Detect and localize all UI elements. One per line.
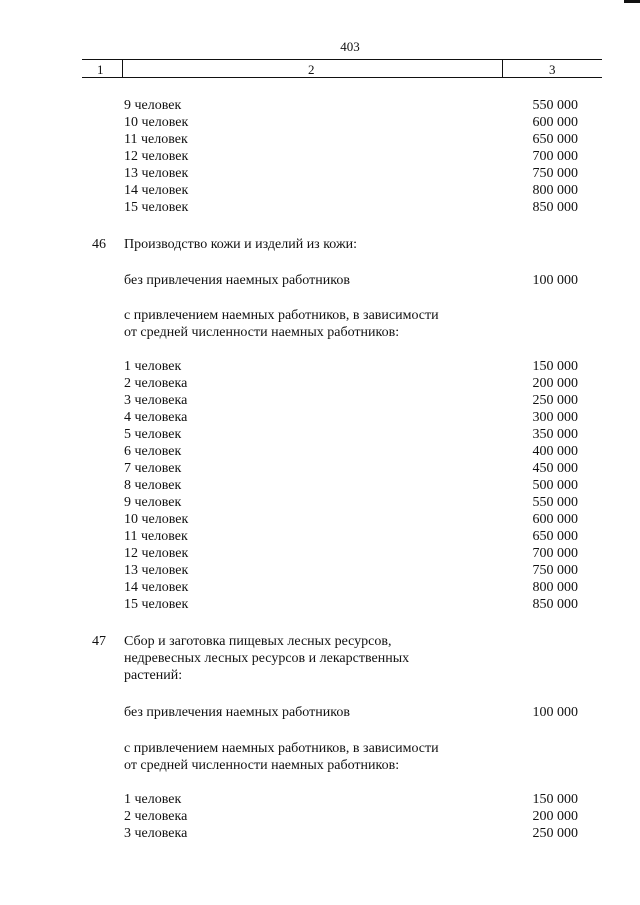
row-value: 550 000 — [532, 98, 578, 113]
row-value: 300 000 — [532, 410, 578, 425]
row-value: 700 000 — [532, 149, 578, 164]
row-label: 14 человек — [124, 580, 189, 595]
section-title: Производство кожи и изделий из кожи: — [124, 237, 358, 252]
row-value: 800 000 — [532, 580, 578, 595]
row-value: 500 000 — [532, 478, 578, 493]
row-label: 9 человек — [124, 495, 182, 510]
row-value: 800 000 — [532, 183, 578, 198]
row-label: 10 человек — [124, 512, 189, 527]
row-label: 5 человек — [124, 427, 182, 442]
header-col-2: 2 — [308, 62, 315, 77]
row-label: 1 человек — [124, 792, 182, 807]
section-title: недревесных лесных ресурсов и лекарственных — [124, 651, 410, 666]
header-col-1: 1 — [97, 62, 104, 77]
row-value: 850 000 — [532, 597, 578, 612]
no-hire-value: 100 000 — [532, 273, 578, 288]
row-label: 2 человека — [124, 809, 188, 824]
row-label: 13 человек — [124, 563, 189, 578]
row-label: 11 человек — [124, 132, 188, 147]
row-value: 250 000 — [532, 393, 578, 408]
row-value: 200 000 — [532, 809, 578, 824]
row-label: 3 человека — [124, 826, 188, 841]
section-title: Сбор и заготовка пищевых лесных ресурсов, — [124, 634, 392, 649]
row-label: 1 человек — [124, 359, 182, 374]
row-value: 650 000 — [532, 132, 578, 147]
section-number: 46 — [92, 237, 106, 252]
no-hire-label: без привлечения наемных работников — [124, 273, 350, 288]
row-label: 2 человека — [124, 376, 188, 391]
row-value: 650 000 — [532, 529, 578, 544]
row-label: 15 человек — [124, 200, 189, 215]
row-label: 9 человек — [124, 98, 182, 113]
row-value: 550 000 — [532, 495, 578, 510]
hire-label: с привлечением наемных работников, в зависимости — [124, 741, 439, 756]
hire-label: с привлечением наемных работников, в зависимости — [124, 308, 439, 323]
row-label: 7 человек — [124, 461, 182, 476]
row-label: 15 человек — [124, 597, 189, 612]
hire-label: от средней численности наемных работников: — [124, 758, 400, 773]
row-value: 250 000 — [532, 826, 578, 841]
row-label: 13 человек — [124, 166, 189, 181]
section-number: 47 — [92, 634, 106, 649]
row-value: 600 000 — [532, 115, 578, 130]
row-label: 14 человек — [124, 183, 189, 198]
header-col-3: 3 — [549, 62, 556, 77]
row-value: 350 000 — [532, 427, 578, 442]
section-title: растений: — [124, 668, 183, 683]
row-value: 700 000 — [532, 546, 578, 561]
row-value: 200 000 — [532, 376, 578, 391]
row-label: 3 человека — [124, 393, 188, 408]
row-label: 4 человека — [124, 410, 188, 425]
row-value: 400 000 — [532, 444, 578, 459]
page-corner-mark — [624, 0, 640, 15]
row-value: 750 000 — [532, 166, 578, 181]
row-value: 600 000 — [532, 512, 578, 527]
no-hire-value: 100 000 — [532, 705, 578, 720]
row-label: 6 человек — [124, 444, 182, 459]
row-label: 12 человек — [124, 546, 189, 561]
row-value: 450 000 — [532, 461, 578, 476]
row-label: 11 человек — [124, 529, 188, 544]
row-label: 12 человек — [124, 149, 189, 164]
row-value: 150 000 — [532, 359, 578, 374]
row-value: 150 000 — [532, 792, 578, 807]
hire-label: от средней численности наемных работников: — [124, 325, 400, 340]
page-number: 403 — [340, 39, 360, 54]
row-label: 10 человек — [124, 115, 189, 130]
row-value: 750 000 — [532, 563, 578, 578]
row-label: 8 человек — [124, 478, 182, 493]
row-value: 850 000 — [532, 200, 578, 215]
no-hire-label: без привлечения наемных работников — [124, 705, 350, 720]
